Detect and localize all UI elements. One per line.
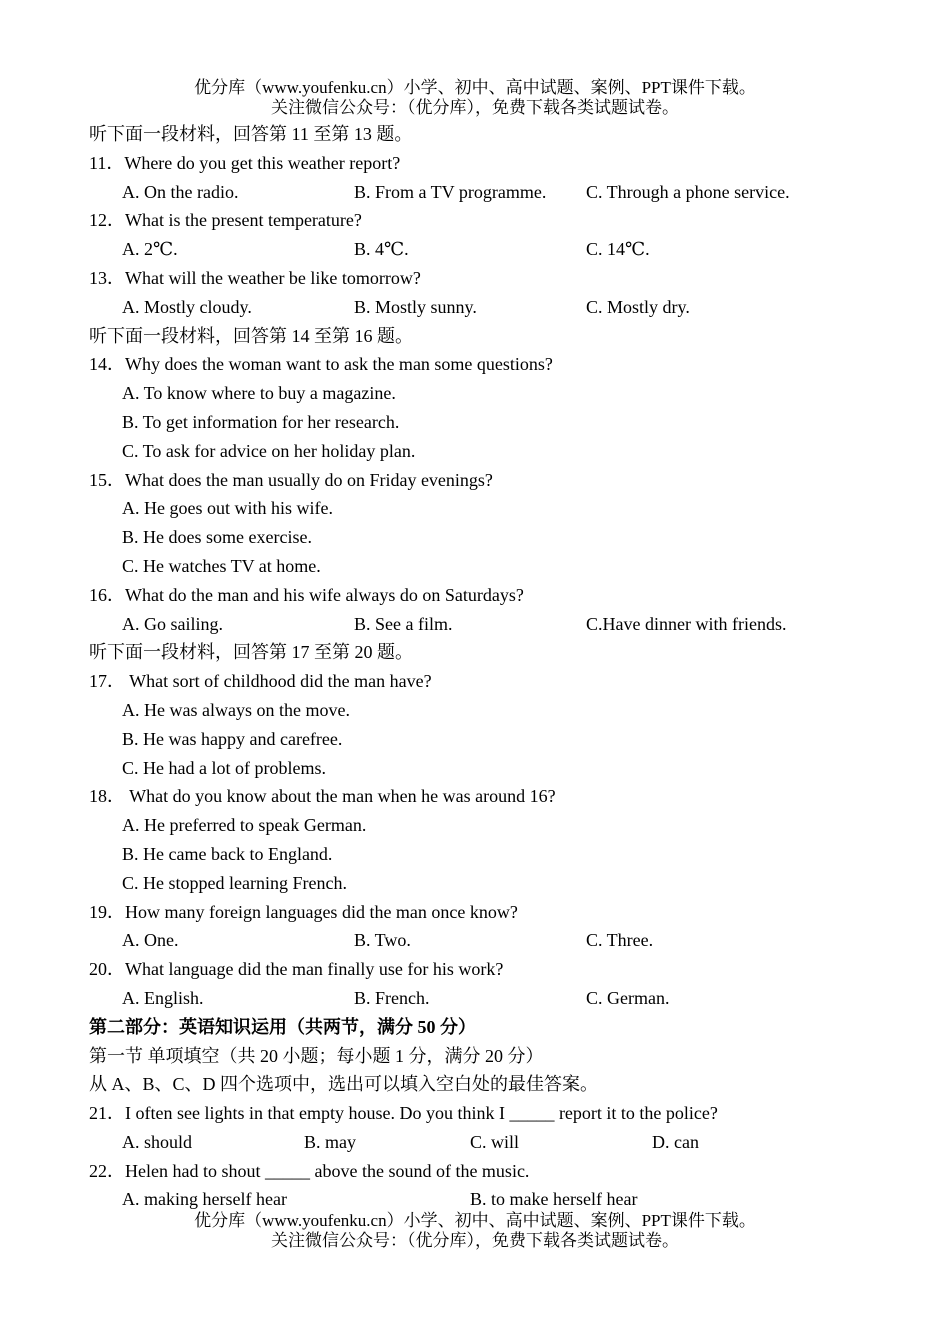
option-11-c: C. Through a phone service. (586, 181, 790, 202)
options-20 (0, 984, 950, 1013)
page-header (0, 78, 950, 118)
option-22-a: A. making herself hear (122, 1189, 287, 1210)
option-15-b: B. He does some exercise. (122, 527, 312, 548)
option-12-c: C. 14℃. (586, 239, 650, 260)
option-18-b: B. He came back to England. (122, 843, 333, 864)
option-14-c: C. To ask for advice on her holiday plan. (122, 440, 416, 461)
option-16-b: B. See a film. (354, 613, 453, 634)
option-16-c: C.Have dinner with friends. (586, 613, 787, 634)
option-13-a: A. Mostly cloudy. (122, 296, 252, 317)
question-21: 21．I often see lights in that empty house. Do you think I _____ report it to the police? (89, 1103, 718, 1124)
options-12 (0, 235, 950, 264)
question-12: 12．What is the present temperature? (89, 210, 362, 231)
question-13: 13．What will the weather be like tomorrow? (89, 267, 421, 288)
option-14-b: B. To get information for her research. (122, 411, 400, 432)
question-11: 11．Where do you get this weather report? (89, 152, 401, 173)
exam-content (0, 120, 950, 1214)
options-19 (0, 926, 950, 955)
option-21-d: D. can (652, 1131, 699, 1152)
section-1-title: 第一节 单项填空（共 20 小题；每小题 1 分，满分 20 分） (89, 1045, 544, 1066)
option-11-a: A. On the radio. (122, 181, 239, 202)
option-21-c: C. will (470, 1131, 520, 1152)
option-11-b: B. From a TV programme. (354, 181, 547, 202)
option-12-b: B. 4℃. (354, 239, 409, 260)
question-17: 17． What sort of childhood did the man have? (89, 671, 432, 692)
part-2-title: 第二部分：英语知识运用（共两节，满分 50 分） (89, 1016, 476, 1037)
question-19: 19．How many foreign languages did the man once know? (89, 901, 518, 922)
header-line-1: 优分库（www.youfenku.cn）小学、初中、高中试题、案例、PPT课件下载。 (194, 78, 756, 97)
option-17-b: B. He was happy and carefree. (122, 728, 343, 749)
header-line-2: 关注微信公众号：（优分库），免费下载各类试题试卷。 (271, 98, 679, 117)
option-15-a: A. He goes out with his wife. (122, 498, 333, 519)
option-20-c: C. German. (586, 987, 670, 1008)
options-11 (0, 178, 950, 207)
question-15: 15．What does the man usually do on Friday evenings? (89, 469, 493, 490)
option-14-a: A. To know where to buy a magazine. (122, 383, 396, 404)
option-17-c: C. He had a lot of problems. (122, 757, 326, 778)
instruction-17-20: 听下面一段材料，回答第 17 至第 20 题。 (89, 642, 413, 663)
option-13-b: B. Mostly sunny. (354, 296, 477, 317)
option-21-a: A. should (122, 1131, 193, 1152)
options-16 (0, 610, 950, 639)
option-18-c: C. He stopped learning French. (122, 872, 347, 893)
option-20-b: B. French. (354, 987, 430, 1008)
question-14: 14．Why does the woman want to ask the man some questions? (89, 354, 553, 375)
footer-line-2: 关注微信公众号：（优分库），免费下载各类试题试卷。 (271, 1231, 679, 1250)
question-18: 18． What do you know about the man when he was around 16? (89, 786, 556, 807)
option-20-a: A. English. (122, 987, 204, 1008)
option-17-a: A. He was always on the move. (122, 699, 350, 720)
section-1-instruction: 从 A、B、C、D 四个选项中，选出可以填入空白处的最佳答案。 (89, 1074, 599, 1095)
option-19-a: A. One. (122, 930, 179, 951)
page-footer (0, 1211, 950, 1251)
option-19-c: C. Three. (586, 930, 654, 951)
option-16-a: A. Go sailing. (122, 613, 223, 634)
option-22-b: B. to make herself hear (470, 1189, 638, 1210)
question-22: 22．Helen had to shout _____ above the sound of the music. (89, 1160, 530, 1181)
option-19-b: B. Two. (354, 930, 411, 951)
option-21-b: B. may (304, 1131, 356, 1152)
option-12-a: A. 2℃. (122, 239, 178, 260)
footer-line-1: 优分库（www.youfenku.cn）小学、初中、高中试题、案例、PPT课件下载。 (194, 1211, 756, 1230)
option-13-c: C. Mostly dry. (586, 296, 690, 317)
instruction-14-16: 听下面一段材料，回答第 14 至第 16 题。 (89, 325, 413, 346)
question-20: 20．What language did the man finally use for his work? (89, 959, 504, 980)
options-21 (0, 1128, 950, 1157)
question-16: 16．What do the man and his wife always do on Saturdays? (89, 584, 524, 605)
instruction-11-13: 听下面一段材料，回答第 11 至第 13 题。 (89, 124, 413, 144)
options-13 (0, 293, 950, 322)
option-15-c: C. He watches TV at home. (122, 555, 321, 576)
options-22 (0, 1185, 950, 1214)
option-18-a: A. He preferred to speak German. (122, 815, 367, 836)
